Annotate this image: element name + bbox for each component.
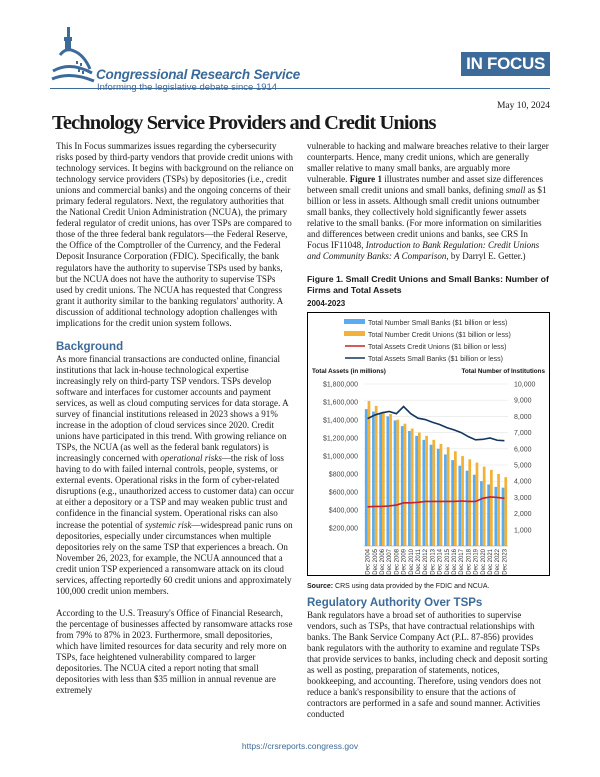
chart-bar: [454, 451, 457, 546]
chart-bar: [502, 487, 505, 545]
svg-text:$1,800,000: $1,800,000: [322, 381, 358, 389]
left-column: [56, 141, 294, 696]
chart-bar: [386, 416, 389, 546]
chart-bar: [440, 444, 443, 546]
svg-text:Dec 2017: Dec 2017: [459, 548, 466, 575]
svg-text:10,000: 10,000: [514, 381, 536, 389]
svg-text:Dec 2019: Dec 2019: [473, 548, 480, 575]
svg-text:Dec 2009: Dec 2009: [401, 548, 408, 575]
chart-bar: [458, 465, 461, 545]
svg-text:$1,000,000: $1,000,000: [322, 453, 358, 461]
chart-bar: [411, 428, 414, 545]
chart-bar: [480, 481, 483, 546]
chart-bar: [473, 474, 476, 545]
chart-bar: [404, 423, 407, 545]
legend-item: [344, 319, 507, 327]
chart-bar: [375, 405, 378, 545]
svg-text:$600,000: $600,000: [328, 489, 358, 497]
chart-bar: [418, 432, 421, 545]
svg-text:$1,400,000: $1,400,000: [322, 417, 358, 425]
chart-bar: [379, 413, 382, 546]
chart-bar: [476, 462, 479, 545]
text-run: —widespread panic runs on depositories, especially under circumstances when multiple depositories rely on the same TSP that experiences a breach. On November 26, 2023, for example, the NCUA announced that a credit union TSP experienced a ransomware attack on its cloud services, affecting reportedly 60 credit unions and approximately 100,000 credit union members.: [56, 519, 293, 596]
regulatory-heading: Regulatory Authority Over TSPs: [307, 596, 483, 609]
chart-bar: [401, 426, 404, 546]
figure-title: Figure 1. Small Credit Unions and Small Banks: Number of Firms and Total Assets: [307, 273, 549, 295]
chart-bar: [451, 460, 454, 546]
svg-text:$400,000: $400,000: [328, 507, 358, 515]
svg-text:Total Assets Credit Unions ($: Total Assets Credit Unions ($1 billion or less): [368, 343, 507, 351]
report-header: [50, 25, 550, 95]
chart-bar: [382, 411, 385, 545]
text-run: —the risk of loss having to do with failed internal controls, people, systems, or external events. Operational risks in the form of cyber-related disruptions (e.g., unauthorized access to customer data) can occur at either a depository or a TSP and may weaken public trust and confidence in the financial system. Operational risks can also increase the potential of: [56, 453, 294, 530]
svg-text:1,000: 1,000: [514, 526, 532, 534]
source-label: Source:: [307, 582, 334, 590]
svg-text:8,000: 8,000: [514, 413, 532, 421]
text-run: As more financial transactions are conducted online, financial institutions that lack in-house technological expertise increasingly rely on third-party TSP vendors. TSPs develop software and interfaces for customer accounts and payment services, as well as cloud computing services for data storage. A survey of financial institutions released in 2023 shows a 91% increase in the adoption of cloud services since 2020. Credit unions have participated in this trend. With growing reliance on TSPs, the NCUA (as well as the federal bank regulators) is increasingly concerned with: [56, 353, 289, 464]
chart-bar: [425, 435, 428, 545]
svg-text:Dec 2011: Dec 2011: [416, 548, 422, 574]
svg-text:3,000: 3,000: [514, 494, 532, 502]
svg-text:$800,000: $800,000: [328, 471, 358, 479]
svg-text:9,000: 9,000: [514, 397, 532, 405]
regulatory-paragraph-1: Bank regulators have a broad set of authorities to supervise vendors, such as TSPs, that have contractual relationships with banks. The Bank Service Company Act (P.L. 87-856) provides bank regulators with the authority to examine and regulate TSPs that provide services to banks, including check and deposit sorting as well as posting, preparation of statements, notices, bookkeeping, and accounting. Therefore, using vendors does not reduce a bank's responsibility to ensure that the actions of contractors are performed in a safe and sound manner. Activities conducted: [307, 609, 548, 720]
right-column: [307, 141, 550, 720]
citation-title: Introduction to Bank Regulation: Credit Unions and Community Banks: A Comparison: [307, 240, 540, 262]
right-axis-label: Total Number of Institutions: [461, 367, 545, 375]
chart-bar: [396, 419, 399, 545]
chart-bar: [408, 431, 411, 546]
svg-text:Dec 2021: Dec 2021: [488, 548, 494, 575]
svg-text:Dec 2015: Dec 2015: [444, 548, 451, 575]
publication-date: May 10, 2024: [496, 101, 550, 111]
svg-text:$200,000: $200,000: [328, 525, 358, 533]
background-paragraph-2: According to the U.S. Treasury's Office of Financial Research, the percentage of businesses affected by ransomware attacks rose from 79% to 87% in 2023. Furthermore, small depositories, which have limited resources for data security and rely more on TSPs, face heightened vulnerability compared to larger depositories. The NCUA cited a report noting that small depositories with less than $35 million in annual revenue are extremely: [56, 607, 293, 696]
svg-text:$1,600,000: $1,600,000: [322, 399, 358, 407]
chart-bar: [389, 414, 392, 546]
chart-canvas: [308, 313, 549, 575]
svg-text:Dec 2020: Dec 2020: [480, 548, 487, 575]
text-run: as $1 billion or less in assets. Although small credit unions outnumber small banks, they collectively hold significantly fewer assets relative to the small banks. (For more information on similarities and differences between credit unions and banks, see CRS In Focus IF11048,: [307, 185, 547, 251]
chart-bar: [483, 466, 486, 545]
svg-text:Dec 2008: Dec 2008: [394, 548, 401, 575]
svg-text:Dec 2014: Dec 2014: [437, 548, 444, 575]
figure-1-chart: [307, 312, 550, 576]
svg-text:Total Assets Small Banks ($1 b: Total Assets Small Banks ($1 billion or less): [368, 355, 503, 363]
text-run: vulnerable to hacking and malware breaches relative to their larger counterparts. Hence, many credit unions, which are generally smaller relative to many small banks, are arguably more vulnerable.: [307, 141, 549, 185]
chart-bar: [497, 473, 500, 545]
svg-text:6,000: 6,000: [514, 445, 532, 453]
brand-name: Congressional Research Service: [96, 67, 301, 82]
emphasis-small: small: [505, 185, 526, 196]
svg-text:$1,200,000: $1,200,000: [322, 435, 358, 443]
chart-bar: [447, 447, 450, 546]
svg-text:Dec 2004: Dec 2004: [365, 548, 372, 575]
chart-bar: [415, 435, 418, 545]
chart-bar: [372, 411, 375, 545]
chart-bar: [430, 444, 433, 545]
legend-item: [345, 356, 503, 363]
svg-text:Dec 2006: Dec 2006: [380, 548, 386, 575]
svg-text:Dec 2013: Dec 2013: [430, 548, 437, 575]
text-run: illustrates number and asset size differences between small credit unions and small banks, defining: [307, 174, 544, 196]
emphasis-operational-risks: operational risks: [160, 453, 222, 464]
chart-bar: [368, 401, 371, 546]
svg-text:Dec 2016: Dec 2016: [452, 548, 458, 575]
svg-text:2,000: 2,000: [514, 510, 532, 518]
svg-text:Dec 2012: Dec 2012: [423, 548, 430, 575]
svg-text:Dec 2022: Dec 2022: [495, 548, 502, 575]
emphasis-systemic-risk: systemic risk: [144, 519, 192, 530]
left-axis-label: Total Assets (in millions): [312, 367, 386, 375]
page-title: Technology Service Providers and Credit Unions: [52, 112, 436, 134]
in-focus-badge: IN FOCUS: [461, 52, 550, 76]
source-text: CRS using data provided by the FDIC and NCUA.: [333, 582, 490, 590]
svg-text:Dec 2018: Dec 2018: [466, 548, 473, 575]
capitol-dome-icon: [50, 25, 96, 87]
chart-bar: [394, 420, 397, 546]
header-divider: [50, 88, 550, 89]
legend-item: [345, 344, 507, 351]
figure-subtitle: 2004-2023: [307, 298, 346, 308]
figure-intro-paragraph: [307, 141, 550, 263]
footer-url-link[interactable]: https://crsreports.congress.gov: [241, 741, 359, 751]
chart-bar: [422, 439, 425, 545]
svg-text:Dec 2010: Dec 2010: [408, 548, 415, 575]
chart-bar: [466, 470, 469, 545]
chart-bar: [468, 459, 471, 546]
chart-bar: [494, 486, 497, 545]
chart-bar: [487, 484, 490, 546]
text-run: , by Darryl E. Getter.): [446, 251, 526, 262]
svg-text:7,000: 7,000: [514, 429, 532, 437]
svg-text:Dec 2007: Dec 2007: [387, 548, 394, 575]
chart-bar: [504, 477, 507, 546]
background-heading: Background: [56, 340, 124, 353]
svg-text:5,000: 5,000: [514, 462, 532, 470]
figure-source: [307, 581, 550, 592]
chart-bar: [490, 469, 493, 545]
svg-text:4,000: 4,000: [514, 478, 532, 486]
chart-bar: [437, 448, 440, 545]
figure-reference-link[interactable]: Figure 1: [349, 174, 382, 185]
svg-text:Total Number Credit Unions ($1: Total Number Credit Unions ($1 billion or less): [368, 331, 511, 339]
chart-bar: [365, 409, 368, 546]
svg-text:Total Number Small Banks ($1 b: Total Number Small Banks ($1 billion or less): [368, 319, 508, 327]
chart-bar: [432, 439, 435, 545]
intro-paragraph: This In Focus summarizes issues regarding the cybersecurity risks posed by third-party vendors that provide credit unions with technology services. It begins with background on the reliance on technology service providers (TSPs) by depositories (i.e., credit unions and commercial banks) and the ongoing concerns of their primary federal regulators. Next, the regulatory authorities that the National Credit Union Administration (NCUA), the primary federal regulator of credit unions, has over TSPs are compared to those of the three federal bank regulators—the Federal Reserve, the Office of the Comptroller of the Currency, and the Federal Deposit Insurance Corporation (FDIC). Specifically, the bank regulators have the authority to supervise TSPs used by banks, but the NCUA does not have the authority to supervise TSPs used by credit unions. The NCUA has requested that Congress grant it authority similar to the banking regulators' authority. A discussion of additional technology adoption challenges with implications for the credit union system follows.: [56, 141, 294, 328]
chart-bar: [444, 454, 447, 546]
svg-text:Dec 2005: Dec 2005: [372, 548, 379, 575]
background-paragraph-1: [56, 354, 294, 597]
svg-text:Dec 2023: Dec 2023: [502, 548, 509, 575]
legend-item: [344, 331, 511, 339]
